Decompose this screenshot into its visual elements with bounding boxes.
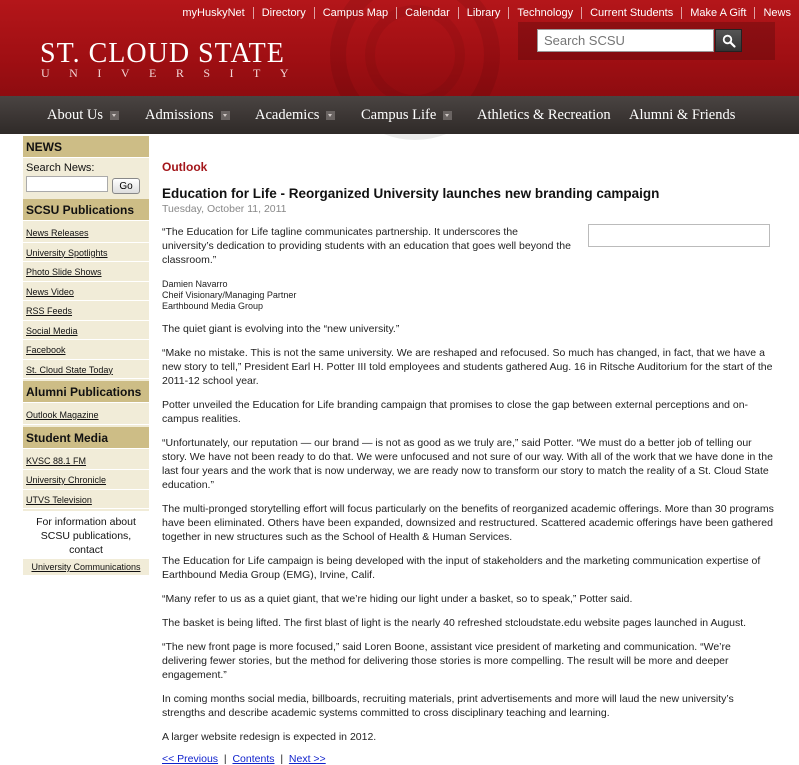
sidebar-link-rss-feeds[interactable]: RSS Feeds (23, 301, 149, 321)
attribution-org: Earthbound Media Group (162, 301, 264, 311)
attribution-name: Damien Navarro (162, 279, 228, 289)
nav-athletics-label: Athletics & Recreation (477, 107, 611, 123)
topnav-campus-map[interactable]: Campus Map (314, 7, 396, 19)
news-search-form (23, 158, 149, 199)
topnav-current-students[interactable]: Current Students (581, 7, 681, 19)
nav-athletics-recreation[interactable] (477, 107, 611, 124)
dropdown-arrow-icon (326, 111, 335, 120)
magnifier-icon (722, 34, 736, 48)
article (162, 160, 777, 765)
sidebar-link-news-releases[interactable]: News Releases (23, 223, 149, 243)
article-paragraph: The basket is being lifted. The first blast of light is the nearly 40 refreshed stcloudstate.edu website pages launched in August. (162, 617, 747, 629)
sidebar-link-photo-slide-shows[interactable]: Photo Slide Shows (23, 262, 149, 282)
nav-academics[interactable] (255, 107, 335, 124)
article-paragraph: “Many refer to us as a quiet giant, that we’re hiding our light under a basket, so to speak,” Potter said. (162, 593, 633, 605)
pull-quote: “The Education for Life tagline communicates partnership. It underscores the university’s dedication to providing students with an education that goes well beyond the classroom.” (162, 226, 571, 266)
nav-about-us-label: About Us (47, 107, 103, 123)
nav-campus-life[interactable] (361, 107, 452, 124)
article-paragraph: The Education for Life campaign is being developed with the input of stakeholders and the marketing communication expertise of Earthbound Media Group (EMG), Irvine, Calif. (162, 555, 761, 581)
search-input[interactable] (537, 29, 714, 52)
nav-campus-life-label: Campus Life (361, 107, 437, 123)
news-search-label: Search News: (26, 162, 95, 174)
topnav-calendar[interactable]: Calendar (396, 7, 458, 19)
attribution-title: Cheif Visionary/Managing Partner (162, 290, 297, 300)
dropdown-arrow-icon (110, 111, 119, 120)
sidebar-alumni-heading: Alumni Publications (23, 381, 149, 403)
article-headline: Education for Life - Reorganized University launches new branding campaign (162, 186, 660, 201)
topnav-news[interactable]: News (754, 7, 799, 19)
next-link[interactable]: Next >> (288, 753, 326, 765)
article-paragraph: “Make no mistake. This is not the same university. We are reshaped and refocused. So much has changed, in fact, that we have a new story to tell,” President Earl H. Potter III told employees and students gathered Aug. 16 in Ritsche Auditorium for the start of the 2011-12 school year. (162, 347, 773, 387)
section-title: Outlook (162, 160, 208, 174)
quote-attribution (162, 279, 777, 312)
dropdown-arrow-icon (443, 111, 452, 120)
sidebar (23, 136, 149, 575)
search-button[interactable] (715, 29, 742, 52)
sidebar-link-outlook-magazine[interactable]: Outlook Magazine (23, 405, 149, 425)
pagination (162, 753, 777, 765)
logo-subtitle: UNIVERSITY (41, 66, 308, 80)
publications-list (23, 221, 149, 381)
topnav-directory[interactable]: Directory (253, 7, 314, 19)
sidebar-link-university-chronicle[interactable]: University Chronicle (23, 470, 149, 490)
contact-info-line1: For information about (36, 516, 136, 528)
pager-separator: | (280, 753, 284, 765)
nav-admissions-label: Admissions (145, 107, 214, 123)
sidebar-link-kvsc[interactable]: KVSC 88.1 FM (23, 451, 149, 471)
logo-title[interactable]: ST. CLOUD STATE (40, 38, 285, 69)
sidebar-link-utvs-television[interactable]: UTVS Television (23, 490, 149, 510)
pager-separator: | (223, 753, 227, 765)
topnav-myhuskynet[interactable]: myHuskyNet (182, 7, 245, 19)
article-paragraph: A larger website redesign is expected in 2012. (162, 731, 377, 743)
article-paragraph: The quiet giant is evolving into the “new university.” (162, 323, 400, 335)
sidebar-link-st-cloud-state-today[interactable]: St. Cloud State Today (23, 360, 149, 380)
main-nav (0, 96, 799, 134)
sidebar-student-media-heading: Student Media (23, 427, 149, 449)
alumni-list (23, 403, 149, 427)
university-communications-link[interactable]: University Communications (23, 559, 149, 575)
contents-link[interactable]: Contents (232, 753, 275, 765)
nav-alumni-friends[interactable] (629, 107, 735, 124)
nav-about-us[interactable] (47, 107, 119, 124)
topnav-technology[interactable]: Technology (508, 7, 581, 19)
news-go-button[interactable]: Go (112, 178, 140, 194)
contact-info (23, 511, 149, 559)
nav-academics-label: Academics (255, 107, 320, 123)
media-placeholder (588, 224, 770, 247)
student-media-list (23, 449, 149, 512)
nav-admissions[interactable] (145, 107, 230, 124)
sidebar-link-university-spotlights[interactable]: University Spotlights (23, 243, 149, 263)
sidebar-link-social-media[interactable]: Social Media (23, 321, 149, 341)
article-paragraph: “Unfortunately, our reputation — our brand — is not as good as we truly are,” said Potter. “We must do a better job of telling our story. We have not been ready to do that. We were unfocused and not sure of our way. With all of the work that we have done in the last four years and the work that is now underway, we are ready now to transform our story to match the reality of a St. Cloud State education.” (162, 437, 773, 491)
sidebar-publications-heading: SCSU Publications (23, 199, 149, 221)
topnav-make-a-gift[interactable]: Make A Gift (681, 7, 754, 19)
article-paragraph: Potter unveiled the Education for Life branding campaign that promises to close the gap between external perceptions and on-campus realities. (162, 399, 749, 425)
sidebar-news-heading: NEWS (23, 136, 149, 158)
news-search-input[interactable] (26, 176, 108, 192)
previous-link[interactable]: << Previous (162, 753, 219, 765)
contact-info-line2: SCSU publications, contact (40, 530, 132, 556)
article-paragraph: In coming months social media, billboards, recruiting materials, print advertisements and more will laud the new university’s strengths and describe academic systems committed to cross disciplinary teaching and learning. (162, 693, 734, 719)
sidebar-link-news-video[interactable]: News Video (23, 282, 149, 302)
article-paragraph: The multi-pronged storytelling effort will focus particularly on the benefits of reorganized academic offerings. More than 30 programs have been eliminated. Others have been expanded, downsized and restructured. Scattered academic offerings have been gathered together in new structures such as the School of Health & Human Services. (162, 503, 774, 543)
sidebar-link-facebook[interactable]: Facebook (23, 340, 149, 360)
nav-alumni-label: Alumni & Friends (629, 107, 736, 123)
article-date: Tuesday, October 11, 2011 (162, 203, 287, 215)
topnav-library[interactable]: Library (458, 7, 509, 19)
dropdown-arrow-icon (221, 111, 230, 120)
article-paragraph: “The new front page is more focused,” said Loren Boone, assistant vice president of marketing and communication. “We’re delivering fewer stories, but the method for delivering those stories is more compelling. The result will be more and deeper engagement.” (162, 641, 731, 681)
